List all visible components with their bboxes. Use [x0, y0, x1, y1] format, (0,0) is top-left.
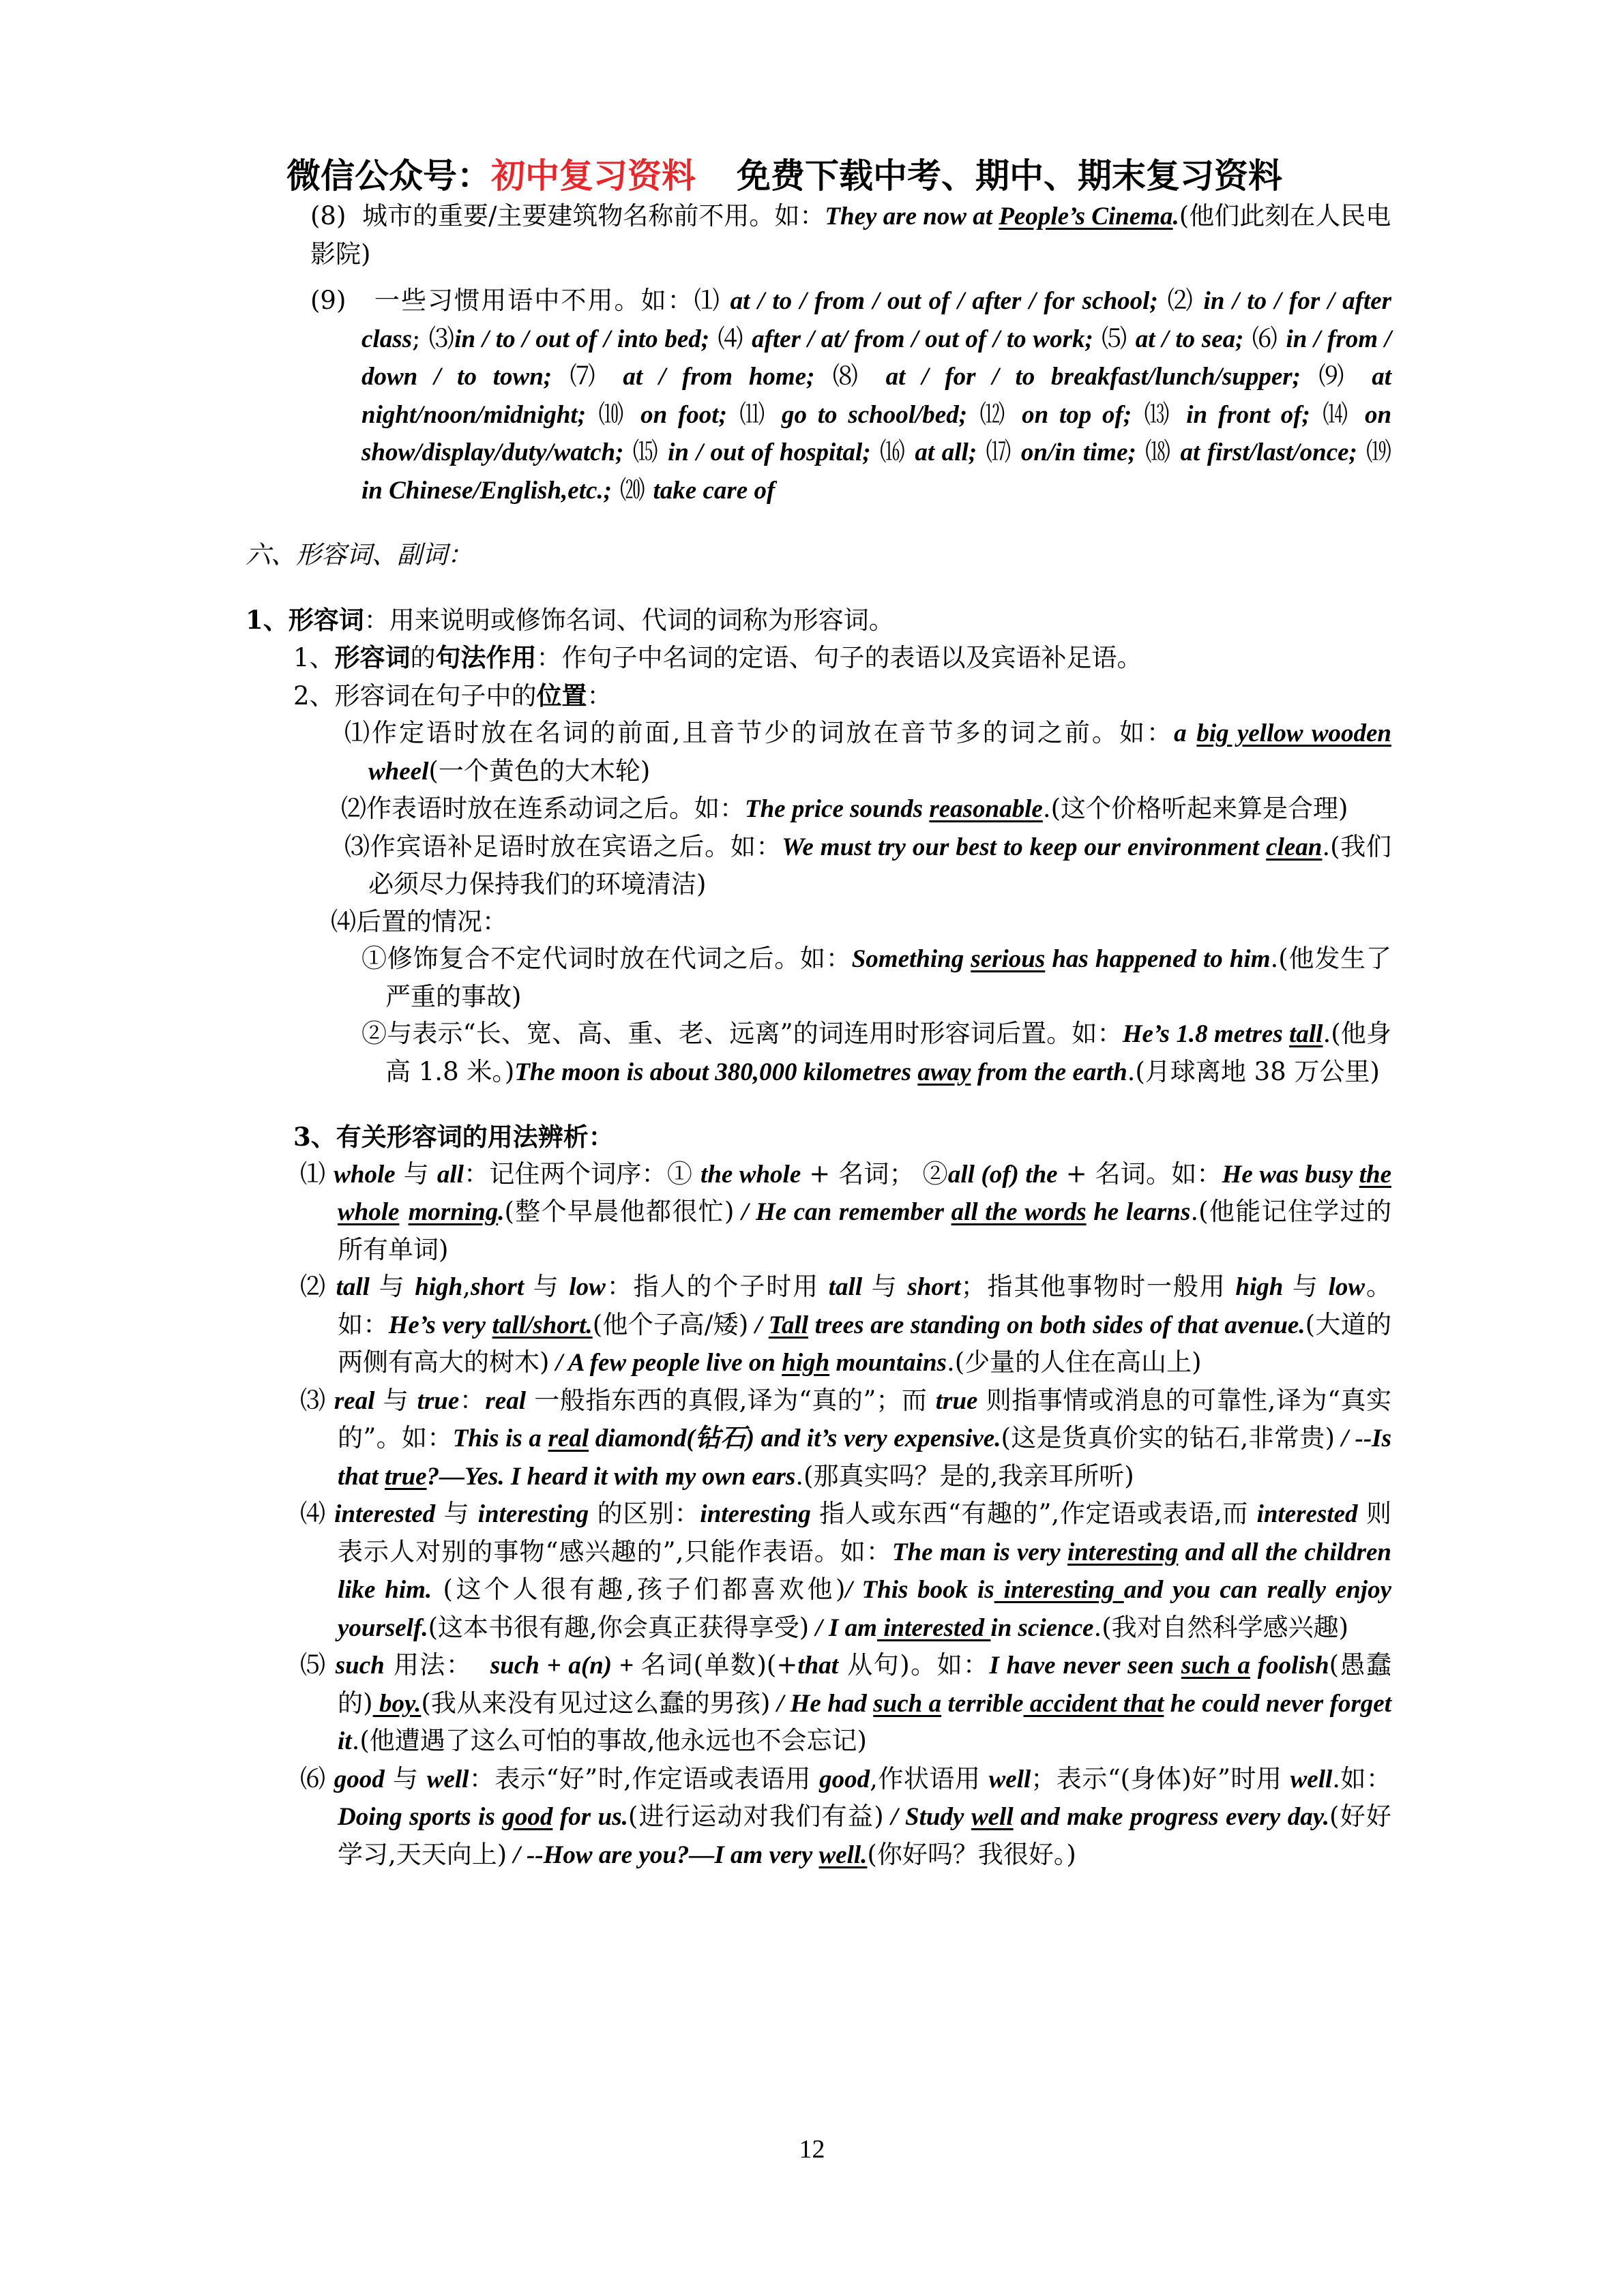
phrase-item: ⑽ on foot; — [598, 399, 727, 429]
position-heading: 2、形容词在句子中的位置： — [293, 680, 612, 711]
usage-real-true: ⑶ real 与 true：real 一般指东西的真假,译为“真的”；而 true 则指事情或消息的可靠性,译为“真实的”。如：This is a real diamond(钻石) and it’s very expensive.(这是货真价实的钻石,非常贵) / --Is that true?—Yes. I heard it with my own ears.(那真实吗？是的,我亲耳所听) — [300, 1385, 1392, 1491]
document-body — [246, 198, 1391, 1874]
usage-interested-interesting: ⑷ interested 与 interesting 的区别：interesting 指人或东西“有趣的”,作定语或表语,而 interested 则表示人对别的事物“感兴趣的”,只能作表语。如：The man is very interesting and all the children like him. (这个人很有趣,孩子们都喜欢他)/ This book is interesting and you can really enjoy yourself.(这本书很有趣,你会真正获得享受) / I am interested in science.(我对自然科学感兴趣) — [300, 1499, 1392, 1642]
phrase-item: ⒀ in front of; — [1144, 399, 1310, 429]
position-complement: ⑶作宾语补足语时放在宾语之后。如：We must try our best to keep our environment clean.(我们必须尽力保持我们的环境清洁) — [344, 831, 1391, 899]
phrase-item: ⒅ at first/last/once; — [1145, 437, 1357, 466]
phrase-item: ⒄ on/in time; — [986, 437, 1136, 466]
phrase-list: ⑴ at / to / from / out of / after / for school; ⑵ in / to / for / after class; ⑶in / to / out of / into bed; ⑷ after / at/ from / out of / to work; ⑸ at / to sea; ⑹ in / from / down / to town; ⑺ at / from home; ⑻ at / for / to breakfast/lunch/supper; ⑼ at night/noon/midnight; ⑽ on foot; ⑾ go to school/bed; ⑿ on top of; ⒀ in front of; ⒁ on show/display/duty/watch; ⒂ in / out of hospital; ⒃ at all; ⒄ on/in time; ⒅ at first/last/once; ⒆ in Chinese/English,etc.; ⒇ take care of — [361, 286, 1392, 505]
page-number: 12 — [799, 2135, 825, 2164]
phrase-item: ⑿ on top of; — [979, 399, 1132, 429]
section-6-heading: 六、形容词、副词： — [246, 540, 473, 569]
postposition-indefinite-pronoun: ①修饰复合不定代词时放在代词之后。如：Something serious has happened to him.(他发生了严重的事故) — [361, 944, 1391, 1011]
syntactic-function: 1、形容词的句法作用：作句子中名词的定语、句子的表语以及宾语补足语。 — [293, 642, 1142, 672]
phrase-item: ⑻ at / for / to breakfast/lunch/supper; — [832, 361, 1301, 391]
phrase-item: ⒆ in Chinese/English,etc.; — [361, 437, 1392, 505]
usage-tall-high: ⑵ tall 与 high,short 与 low：指人的个子时用 tall 与 short；指其他事物时一般用 high 与 low。如：He’s very tall/short.(他个子高/矮) / Tall trees are standing on both sides of that avenue.(大道的两侧有高大的树木) / A few people live on high mountains.(少量的人住在高山上) — [300, 1272, 1392, 1377]
phrase-item: ⒂ in / out of hospital; — [632, 437, 871, 466]
phrase-item: ⒇ take care of — [619, 475, 776, 505]
adjective-definition: 1、形容词：用来说明或修饰名词、代词的词称为形容词。 — [246, 604, 894, 635]
phrase-item: ⒁ on show/display/duty/watch; — [361, 399, 1392, 466]
usage-good-well: ⑹ good 与 well：表示“好”时,作定语或表语用 good,作状语用 well；表示“(身体)好”时用 well.如：Doing sports is good for us.(进行运动对我们有益) / Study well and make progress every day.(好好学习,天天向上) / --How are you?—I am very well.(你好吗？我很好。) — [300, 1763, 1392, 1869]
position-predicative: ⑵作表语时放在连系动词之后。如：The price sounds reasonable.(这个价格听起来算是合理) — [341, 794, 1348, 823]
postposition-measure: ②与表示“长、宽、高、重、老、远离”的词连用时形容词后置。如：He’s 1.8 metres tall.(他身高 1.8 米。)The moon is about 380,000 kilometres away from the earth.(月球离地 38 万公里) — [361, 1019, 1391, 1086]
usage-whole-all: ⑴ whole 与 all：记住两个词序：① the whole + 名词； ②all (of) the + 名词。如：He was busy the whole morning.(整个早晨他都很忙) / He can remember all the words he learns.(他能记住学过的所有单词) — [300, 1159, 1392, 1264]
item-9: (9) 一些习惯用语中不用。如：⑴ at / to / from / out of / after / for school; ⑵ in / to / for / after class; ⑶in / to / out of / into bed; ⑷ after / at/ from / out of / to work; ⑸ at / to sea; ⑹ in / from / down / to town; ⑺ at / from home; ⑻ at / for / to breakfast/lunch/supper; ⑼ at night/noon/midnight; ⑽ on foot; ⑾ go to school/bed; ⑿ on top of; ⒀ in front of; ⒁ on show/display/duty/watch; ⒂ in / out of hospital; ⒃ at all; ⒄ on/in time; ⒅ at first/last/once; ⒆ in Chinese/English,etc.; ⒇ take care of — [310, 286, 1392, 505]
header-label: 微信公众号： — [286, 156, 491, 196]
phrase-item: ⑺ at / from home; — [570, 361, 815, 391]
header-account-name: 初中复习资料 — [491, 156, 696, 196]
phrase-item: ⑾ go to school/bed; — [739, 399, 968, 429]
item-8: (8) 城市的重要/主要建筑物名称前不用。如：They are now at People’s Cinema.(他们此刻在人民电影院) — [310, 201, 1391, 269]
phrase-item: ⑶in / to / out of / into bed; — [428, 323, 710, 353]
phrase-item: ⑹ in / from / down / to town; — [361, 323, 1392, 391]
phrase-item: ⑷ after / at/ from / out of / to work; — [718, 323, 1093, 353]
phrase-item: ⑵ in / to / for / after class — [361, 286, 1392, 353]
phrase-item: ⑴ at / to / from / out of / after / for school; — [694, 286, 1158, 315]
position-postposition: ⑷后置的情况： — [331, 906, 507, 936]
phrase-item: ⑼ at night/noon/midnight; — [361, 361, 1391, 429]
position-attributive: ⑴作定语时放在名词的前面,且音节少的词放在音节多的词之前。如：a big yellow wooden wheel(一个黄色的大木轮) — [344, 718, 1392, 786]
page-header — [286, 149, 1378, 203]
usage-such: ⑸ such 用法： such + a(n) + 名词(单数)(+that 从句)。如：I have never seen such a foolish(愚蠢的) boy.(我从来没有见过这么蠢的男孩) / He had such a terrible accident that he could never forget it.(他遭遇了这么可怕的事故,他永远也不会忘记) — [300, 1650, 1392, 1755]
usage-heading: 3、有关形容词的用法辨析： — [293, 1122, 614, 1152]
phrase-item: ⑸ at / to sea; — [1102, 323, 1244, 353]
header-slogan: 免费下载中考、期中、期末复习资料 — [737, 156, 1282, 196]
phrase-item: ⒃ at all; — [879, 437, 977, 466]
